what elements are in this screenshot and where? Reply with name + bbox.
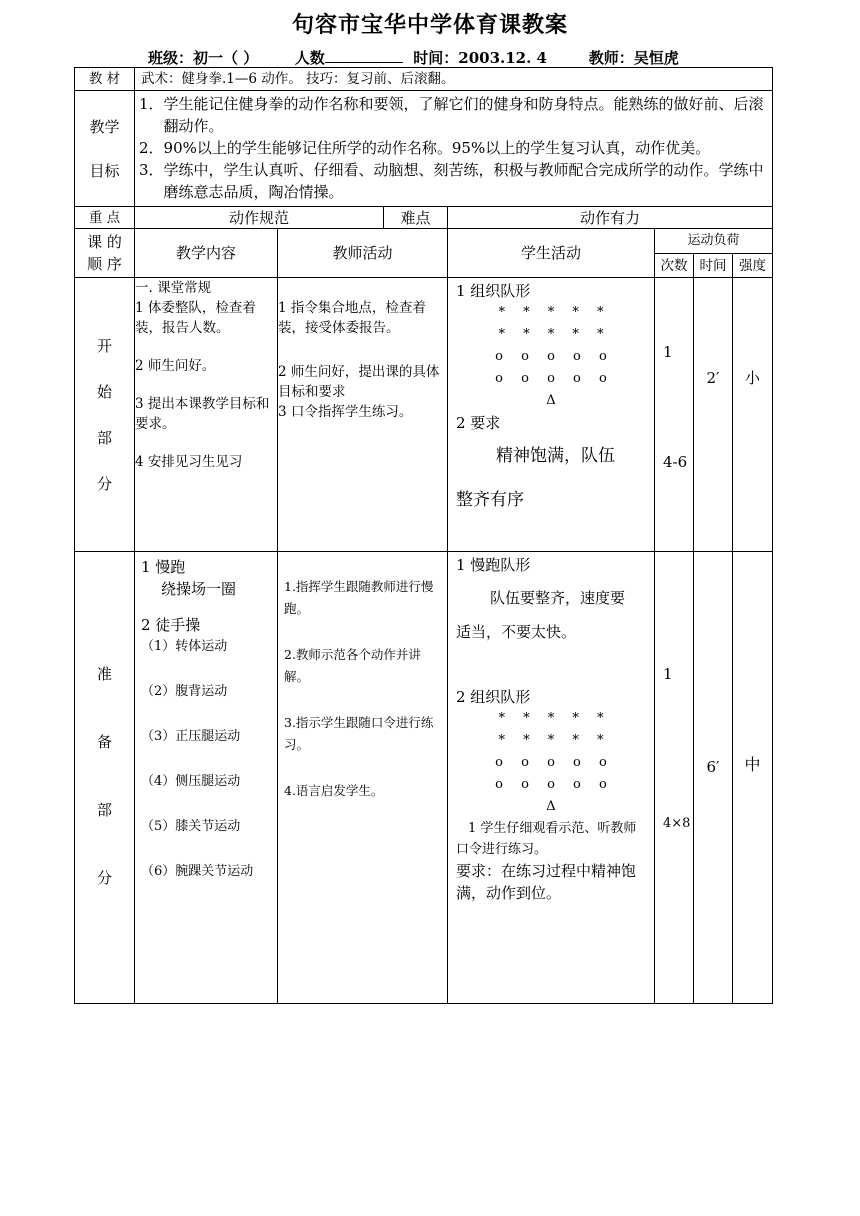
start-student: 1 组织队形 * * * * * * * * * * o o o o o o o o o o Δ 2 要求 精神饱满，队伍 整齐有序 xyxy=(448,278,655,552)
objectives-label xyxy=(75,91,135,207)
difficulty-content: 动作有力 xyxy=(448,207,773,229)
objective-item: 1． 学生能记住健身拳的动作名称和要领，了解它们的健身和防身特点。能熟练的做好前、后滚翻动作。 xyxy=(139,95,764,135)
people-label: 人数 xyxy=(294,49,325,67)
prep-section-label: 准 备 部 分 xyxy=(75,552,135,1004)
prep-student: 1 慢跑队形 队伍要整齐，速度要 适当，不要太快。 2 组织队形 * * * * * * * * * * o o o o o o o o o o Δ 1 学生仔细观看示范、听教师口令进行练习。 要求：在练习过程中精神饱满，动作到位。 xyxy=(448,552,655,1004)
prep-content: 1 慢跑 绕操场一圈 2 徒手操 （1）转体运动 （2）腹背运动 （3）正压腿运动 （4）侧压腿运动 （5）膝关节运动 （6）腕踝关节运动 xyxy=(135,552,278,1004)
teacher-label: 教师：吴恒虎 xyxy=(588,49,679,67)
class-label: 班级：初一（ ） xyxy=(148,49,259,67)
people-blank xyxy=(325,48,403,63)
header-load: 运动负荷 xyxy=(655,229,773,254)
focus-label: 重 点 xyxy=(75,207,135,229)
header-order: 课 的 顺 序 xyxy=(75,229,135,278)
header-time: 时间 xyxy=(694,254,733,278)
objectives-content xyxy=(135,91,773,207)
header-count: 次数 xyxy=(655,254,694,278)
lesson-plan-table xyxy=(74,67,773,1004)
material-content: 武术：健身拳.1—6 动作。 技巧：复习前、后滚翻。 xyxy=(135,68,773,91)
header-content: 教学内容 xyxy=(135,229,278,278)
time-label: 时间：2003.12. 4 xyxy=(413,49,547,67)
difficulty-label: 难点 xyxy=(384,207,448,229)
objectives-label-top: 教学 xyxy=(89,117,120,136)
focus-content: 动作规范 xyxy=(135,207,384,229)
material-label: 教 材 xyxy=(75,68,135,91)
prep-time: 6′ xyxy=(694,552,733,1004)
formation-diagram: * * * * * * * * * * o o o o o o o o o o Δ xyxy=(495,305,607,408)
header-student: 学生活动 xyxy=(448,229,655,278)
header-teacher: 教师活动 xyxy=(278,229,448,278)
start-content: 一. 课堂常规 1 体委整队，检查着装，报告人数。 2 师生问好。 3 提出本课教学目标和要求。 4 安排见习生见习 xyxy=(135,278,278,552)
prep-count: 1 4×8 xyxy=(655,552,694,1004)
objective-item: 2． 90%以上的学生能够记住所学的动作名称。95%以上的学生复习认真，动作优美。 xyxy=(139,139,711,157)
page-title: 句容市宝华中学体育课教案 xyxy=(291,13,568,38)
objective-item: 3． 学练中，学生认真听、仔细看、动脑想、刻苦练，积极与教师配合完成所学的动作。学练中磨练意志品质，陶冶情操。 xyxy=(139,161,764,201)
start-section-label: 开 始 部 分 xyxy=(75,278,135,552)
start-teacher: 1 指令集合地点，检查着装，接受体委报告。 2 师生问好，提出课的具体目标和要求 3 口令指挥学生练习。 xyxy=(278,278,448,552)
header-intensity: 强度 xyxy=(733,254,773,278)
start-time: 2′ xyxy=(694,278,733,552)
start-intensity: 小 xyxy=(733,278,773,552)
start-count: 1 4-6 xyxy=(655,278,694,552)
prep-teacher: 1.指挥学生跟随教师进行慢跑。 2.教师示范各个动作并讲解。 3.指示学生跟随口令进行练习。 4.语言启发学生。 xyxy=(278,552,448,1004)
prep-intensity: 中 xyxy=(733,552,773,1004)
formation-diagram: * * * * * * * * * * o o o o o o o o o o Δ xyxy=(495,711,607,814)
info-line xyxy=(148,47,679,68)
objectives-label-bottom: 目标 xyxy=(89,161,120,180)
